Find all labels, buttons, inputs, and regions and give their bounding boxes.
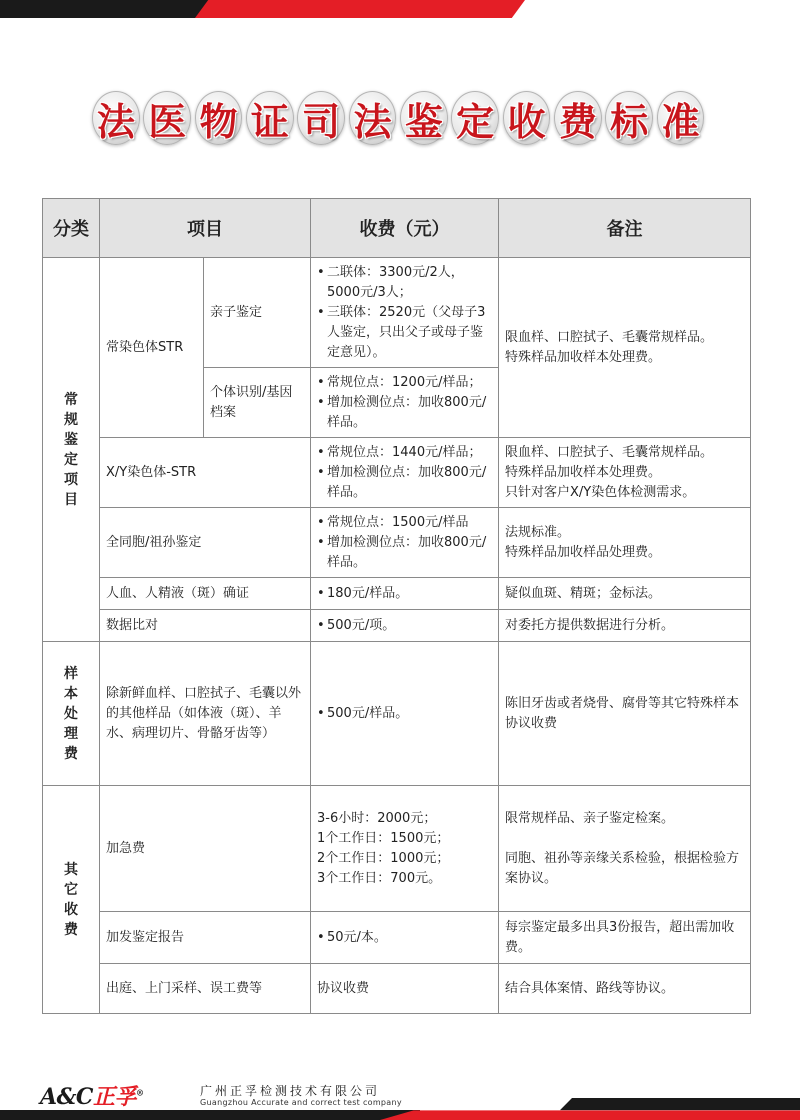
top-black-bar: [0, 0, 215, 18]
note-str: 限血样、口腔拭子、毛囊常规样品。 特殊样品加收样本处理费。: [499, 258, 751, 438]
fee-urgent: 3-6小时：2000元； 1个工作日：1500元； 2个工作日：1000元； 3个工作日：700元。: [311, 786, 499, 912]
title-char: 司: [297, 91, 345, 145]
table-row: [43, 786, 751, 912]
table-row: [43, 578, 751, 610]
item-report: 加发鉴定报告: [100, 912, 311, 964]
fee-report: • 50元/本。: [311, 912, 499, 964]
note-blood: 疑似血斑、精斑；金标法。: [499, 578, 751, 610]
table-row: [43, 438, 751, 508]
title-char: 医: [143, 91, 191, 145]
fee-data: • 500元/项。: [311, 610, 499, 642]
title-char: 费: [554, 91, 602, 145]
item-paternity: 亲子鉴定: [204, 258, 311, 368]
fee-sample: • 500元/样品。: [311, 642, 499, 786]
note-data: 对委托方提供数据进行分析。: [499, 610, 751, 642]
table-row: [43, 912, 751, 964]
table-row: [43, 610, 751, 642]
category-sample: 样 本 处 理 费: [43, 642, 100, 786]
company-name-zh: 广州正孚检测技术有限公司: [200, 1084, 381, 1098]
title-char: 法: [92, 91, 140, 145]
item-sample: 除新鲜血样、口腔拭子、毛囊以外的其他样品（如体液（斑）、羊水、病理切片、骨骼牙齿等）: [100, 642, 311, 786]
fee-paternity: • 二联体：3300元/2人，5000元/3人； • 三联体：2520元（父母子3人鉴定，只出父子或母子鉴定意见）。: [311, 258, 499, 368]
item-blood: 人血、人精液（斑）确证: [100, 578, 311, 610]
note-sibling: 法规标准。 特殊样品加收样品处理费。: [499, 508, 751, 578]
table-row: [43, 508, 751, 578]
table-row: [43, 642, 751, 786]
note-court: 结合具体案情、路线等协议。: [499, 964, 751, 1014]
title-char: 收: [503, 91, 551, 145]
fee-court: 协议收费: [311, 964, 499, 1014]
title-char: 定: [451, 91, 499, 145]
company-logo: A&C正孚®: [40, 1084, 144, 1110]
bottom-black-bar: [0, 1110, 420, 1120]
company-name-en: Guangzhou Accurate and correct test company: [200, 1098, 402, 1107]
item-urgent: 加急费: [100, 786, 311, 912]
category-routine: 常 规 鉴 定 项 目: [43, 258, 100, 642]
header-fee: 收费（元）: [311, 199, 499, 258]
table-row: [43, 258, 751, 368]
item-court: 出庭、上门采样、误工费等: [100, 964, 311, 1014]
note-sample: 陈旧牙齿或者烧骨、腐骨等其它特殊样本协议收费: [499, 642, 751, 786]
title-char: 法: [349, 91, 397, 145]
category-other: 其 它 收 费: [43, 786, 100, 1014]
item-autosomal-str: 常染色体STR: [100, 258, 204, 438]
table-header-row: [43, 199, 751, 258]
title-char: 标: [605, 91, 653, 145]
title-char: 鉴: [400, 91, 448, 145]
item-identity: 个体识别/基因档案: [204, 368, 311, 438]
header-category: 分类: [43, 199, 100, 258]
top-red-bar: [195, 0, 525, 18]
page-title: [92, 84, 708, 150]
title-char: 证: [246, 91, 294, 145]
fee-xy-str: • 常规位点：1440元/样品； • 增加检测位点：加收800元/样品。: [311, 438, 499, 508]
header-item: 项目: [100, 199, 311, 258]
header-note: 备注: [499, 199, 751, 258]
fee-table: [42, 198, 751, 1014]
note-xy-str: 限血样、口腔拭子、毛囊常规样品。 特殊样品加收样本处理费。 只针对客户X/Y染色体检测需求。: [499, 438, 751, 508]
note-urgent: 限常规样品、亲子鉴定检案。 同胞、祖孙等亲缘关系检验，根据检验方案协议。: [499, 786, 751, 912]
table-row: [43, 964, 751, 1014]
title-char: 物: [195, 91, 243, 145]
title-char: 准: [657, 91, 705, 145]
item-data: 数据比对: [100, 610, 311, 642]
item-sibling: 全同胞/祖孙鉴定: [100, 508, 311, 578]
fee-blood: • 180元/样品。: [311, 578, 499, 610]
fee-sibling: • 常规位点：1500元/样品 • 增加检测位点：加收800元/样品。: [311, 508, 499, 578]
note-report: 每宗鉴定最多出具3份报告，超出需加收费。: [499, 912, 751, 964]
fee-identity: • 常规位点：1200元/样品； • 增加检测位点：加收800元/样品。: [311, 368, 499, 438]
item-xy-str: X/Y染色体-STR: [100, 438, 311, 508]
